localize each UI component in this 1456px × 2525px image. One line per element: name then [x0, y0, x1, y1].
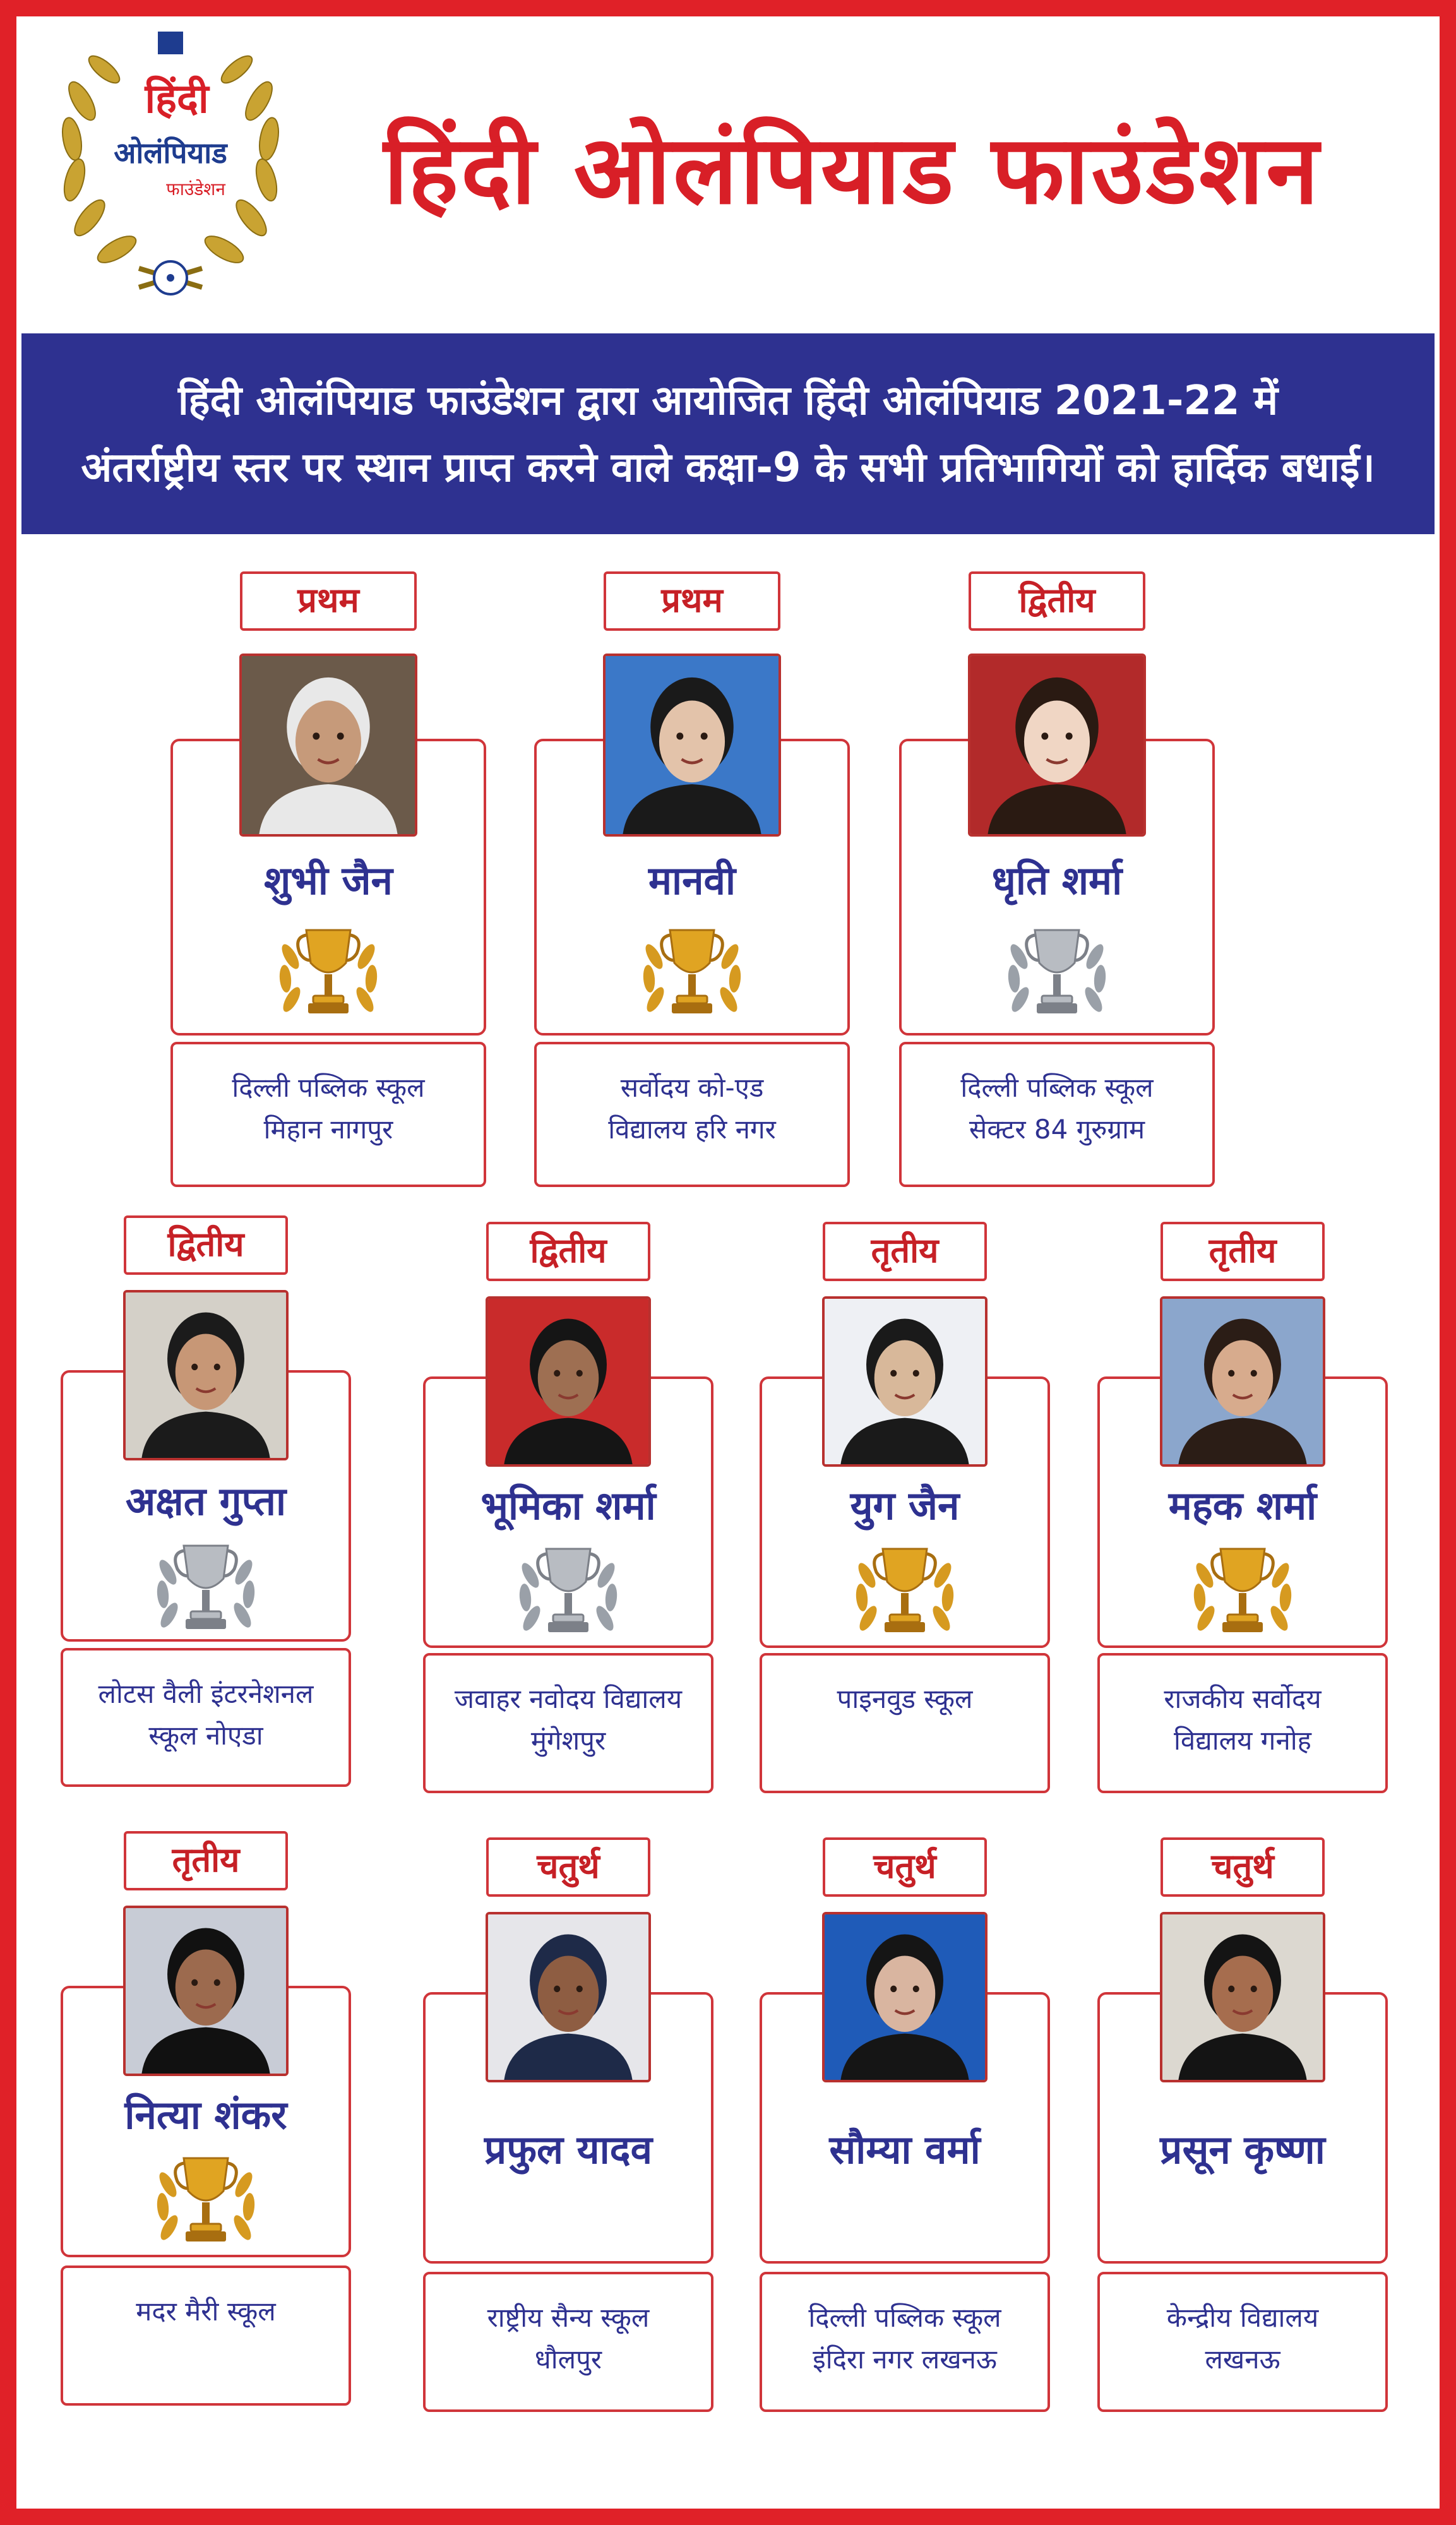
school-name-line: राजकीय सर्वोदय [1164, 1683, 1322, 1714]
school-name-line: इंदिरा नगर लखनऊ [813, 2344, 997, 2375]
participant-name: सौम्या वर्मा [829, 2127, 981, 2173]
rank-label: प्रथम [604, 571, 780, 631]
participant-name: युग जैन [850, 1483, 960, 1529]
participant-photo [603, 654, 781, 837]
gold-trophy-icon [272, 919, 385, 1026]
participant-photo [822, 1912, 988, 2082]
participant-photo [1160, 1912, 1325, 2082]
participant-name: नित्या शंकर [124, 2092, 287, 2138]
participant-name: प्रफुल यादव [484, 2127, 653, 2173]
school-name-line: दिल्ली पब्लिक स्कूल [960, 1072, 1154, 1103]
silver-trophy-icon [511, 1537, 625, 1645]
participant-name: शुभी जैन [264, 857, 393, 904]
school-box [1097, 2272, 1388, 2412]
logo-text-foundation: फाउंडेशन [166, 179, 225, 200]
rank-label: द्वितीय [969, 571, 1145, 631]
rank-label: चतुर्थ [486, 1837, 650, 1897]
school-name-line: सेक्टर 84 गुरुग्राम [969, 1114, 1145, 1145]
participant-photo [968, 654, 1146, 837]
participant-name: महक शर्मा [1168, 1483, 1317, 1529]
school-box [423, 2272, 713, 2412]
rank-label: तृतीय [823, 1222, 987, 1281]
participant-photo [123, 1906, 289, 2076]
rank-label: द्वितीय [124, 1215, 288, 1275]
participant-photo [123, 1290, 289, 1460]
school-name-line: राष्ट्रीय सैन्य स्कूल [487, 2302, 650, 2333]
participant-photo [1160, 1296, 1325, 1467]
participant-photo [486, 1296, 651, 1467]
school-name-line: केन्द्रीय विद्यालय [1166, 2302, 1319, 2333]
school-name-line: विद्यालय हरि नगर [608, 1114, 776, 1145]
gold-trophy-icon [1186, 1537, 1299, 1645]
logo-text-hindi: हिंदी [145, 76, 209, 122]
banner-line-1: हिंदी ओलंपियाड फाउंडेशन द्वारा आयोजित हिंदी ओलंपियाड 2021-22 में [177, 378, 1278, 424]
silver-trophy-icon [149, 1534, 263, 1642]
school-name-line: लखनऊ [1205, 2344, 1280, 2375]
participant-photo [822, 1296, 988, 1467]
gold-trophy-icon [848, 1537, 962, 1645]
rank-label: तृतीय [124, 1831, 288, 1890]
participant-name: भूमिका शर्मा [480, 1483, 656, 1529]
rank-label: द्वितीय [486, 1222, 650, 1281]
school-name-line: दिल्ली पब्लिक स्कूल [232, 1072, 425, 1103]
school-box [423, 1653, 713, 1793]
school-box [760, 1653, 1050, 1793]
school-name-line: दिल्ली पब्लिक स्कूल [808, 2302, 1001, 2333]
school-box [61, 1648, 351, 1787]
participant-photo [486, 1912, 651, 2082]
school-name-line: मुंगेशपुर [530, 1725, 606, 1756]
school-name-line: मदर मैरी स्कूल [136, 2296, 276, 2327]
school-name-line: स्कूल नोएडा [148, 1720, 263, 1751]
school-name-line: विद्यालय गनोह [1174, 1725, 1311, 1756]
school-box [760, 2272, 1050, 2412]
gold-trophy-icon [635, 919, 749, 1026]
school-name-line: जवाहर नवोदय विद्यालय [454, 1683, 683, 1714]
school-name-line: मिहान नागपुर [263, 1114, 393, 1145]
school-box [899, 1042, 1215, 1187]
rank-label: प्रथम [240, 571, 417, 631]
rank-label: चतुर्थ [823, 1837, 987, 1897]
school-name-line: पाइनवुड स्कूल [837, 1683, 973, 1714]
participant-photo [239, 654, 417, 837]
school-name-line: सर्वोदय को-एड [620, 1072, 764, 1103]
school-box [170, 1042, 486, 1187]
foundation-logo [44, 25, 297, 303]
page-title: हिंदी ओलंपियाड फाउंडेशन [383, 116, 1322, 225]
silver-trophy-icon [1000, 919, 1114, 1026]
school-box [61, 2265, 351, 2406]
participant-name: धृति शर्मा [991, 857, 1123, 904]
school-box [534, 1042, 850, 1187]
school-name-line: धौलपुर [534, 2344, 602, 2375]
school-box [1097, 1653, 1388, 1793]
participant-name: अक्षत गुप्ता [125, 1478, 287, 1524]
rank-label: तृतीय [1161, 1222, 1325, 1281]
banner-line-2: अंतर्राष्ट्रीय स्तर पर स्थान प्राप्त करने वाले कक्षा-9 के सभी प्रतिभागियों को हार्दिक बधाई। [81, 445, 1375, 491]
school-name-line: लोटस वैली इंटरनेशनल [98, 1678, 314, 1709]
logo-text-olympiad: ओलंपियाड [114, 136, 227, 170]
congratulations-banner [21, 333, 1435, 534]
gold-trophy-icon [149, 2147, 263, 2254]
rank-label: चतुर्थ [1161, 1837, 1325, 1897]
participant-name: मानवी [648, 857, 736, 904]
participant-name: प्रसून कृष्णा [1160, 2127, 1325, 2173]
